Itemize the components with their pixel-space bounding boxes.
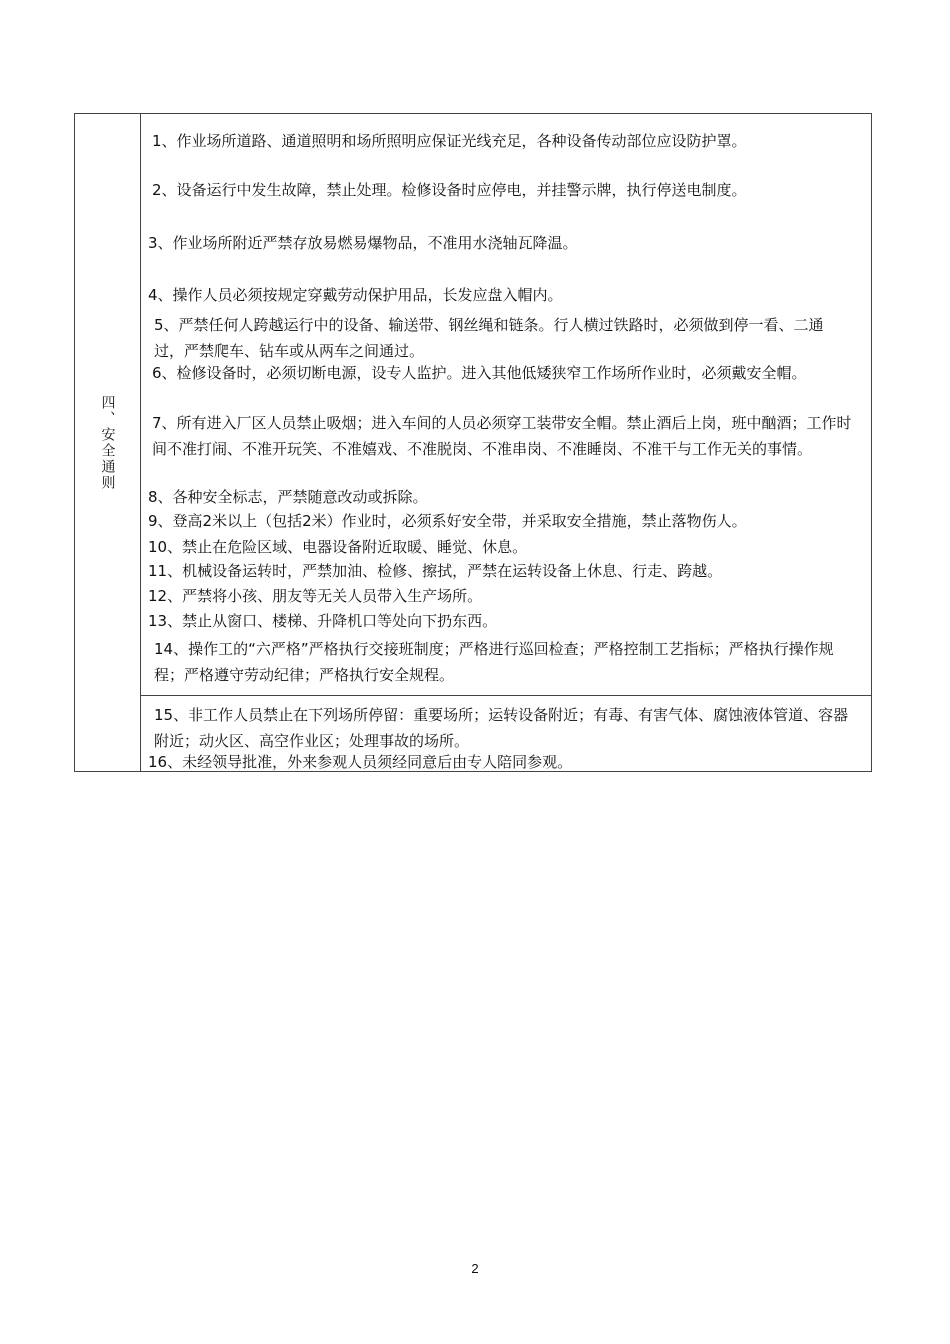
rule-item: 10、禁止在危险区域、电器设备附近取暖、睡觉、休息。: [148, 538, 528, 556]
section-label-cell: [75, 114, 140, 771]
rule-item: 11、机械设备运转时，严禁加油、检修、擦拭，严禁在运转设备上休息、行走、跨越。: [148, 562, 723, 580]
rule-item: 2、设备运行中发生故障，禁止处理。检修设备时应停电，并挂警示牌，执行停送电制度。: [152, 181, 747, 199]
rule-item: 5、严禁任何人跨越运行中的设备、输送带、钢丝绳和链条。行人横过铁路时，必须做到停一看、二通过，严禁爬车、钻车或从两车之间通过。: [154, 316, 824, 360]
row-divider: [140, 695, 871, 696]
rule-item: 9、登高2米以上（包括2米）作业时，必须系好安全带，并采取安全措施，禁止落物伤人。: [148, 512, 747, 530]
column-divider: [140, 114, 141, 771]
rule-item: 14、操作工的“六严格”严格执行交接班制度；严格进行巡回检查；严格控制工艺指标；严格执行操作规程；严格遵守劳动纪律；严格执行安全规程。: [154, 640, 834, 684]
rule-item: 16、未经领导批准，外来参观人员须经同意后由专人陪同参观。: [148, 753, 573, 771]
rule-item: 12、严禁将小孩、朋友等无关人员带入生产场所。: [148, 587, 483, 605]
rule-item: 1、作业场所道路、通道照明和场所照明应保证光线充足，各种设备传动部位应设防护罩。: [152, 132, 747, 150]
rule-item: 8、各种安全标志，严禁随意改动或拆除。: [148, 488, 428, 506]
rule-item: 3、作业场所附近严禁存放易燃易爆物品，不准用水浇轴瓦降温。: [148, 234, 578, 252]
rule-item: 6、检修设备时，必须切断电源，设专人监护。进入其他低矮狭窄工作场所作业时，必须戴安全帽。: [152, 364, 807, 382]
page-number: 2: [471, 1261, 479, 1276]
section-label: 四、安全通则: [99, 394, 116, 491]
rule-item: 13、禁止从窗口、楼梯、升降机口等处向下扔东西。: [148, 612, 498, 630]
rule-item: 15、非工作人员禁止在下列场所停留：重要场所；运转设备附近；有毒、有害气体、腐蚀液体管道、容器附近；动火区、高空作业区；处理事故的场所。: [154, 706, 849, 750]
rule-item: 7、所有进入厂区人员禁止吸烟；进入车间的人员必须穿工装带安全帽。禁止酒后上岗，班中酗酒；工作时间不准打闹、不准开玩笑、不准嬉戏、不准脱岗、不准串岗、不准睡岗、不准干与工作无关的事情。: [152, 414, 852, 458]
rule-item: 4、操作人员必须按规定穿戴劳动保护用品，长发应盘入帽内。: [148, 286, 563, 304]
